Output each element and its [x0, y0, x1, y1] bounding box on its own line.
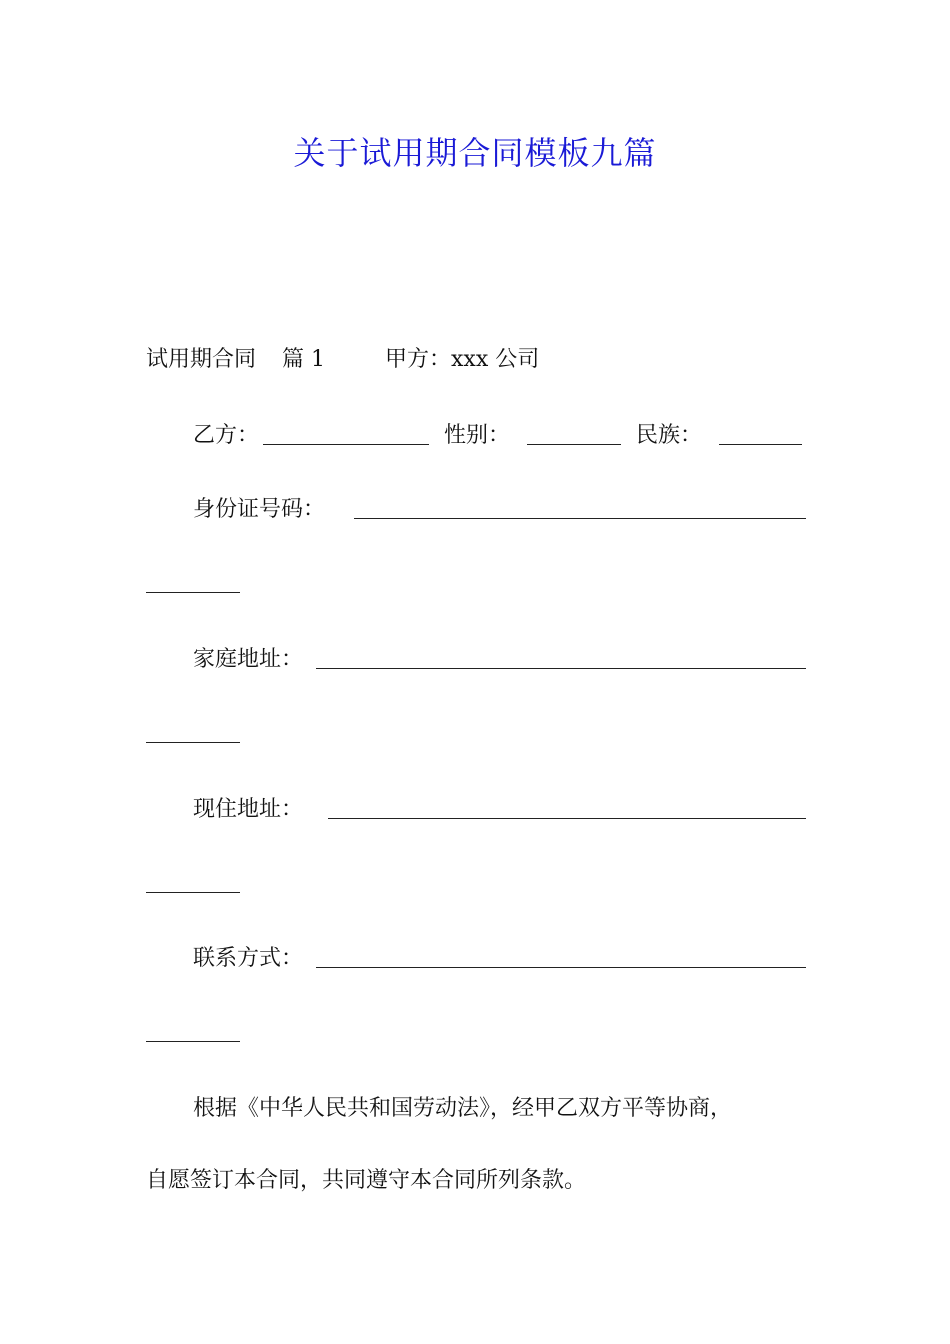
gender-blank[interactable]: [527, 444, 621, 445]
body-paragraph-line-1: 根据《中华人民共和国劳动法》，经甲乙双方平等协商，: [193, 1096, 733, 1121]
contact-blank[interactable]: [316, 967, 806, 968]
current-address-blank-continued[interactable]: [146, 892, 240, 893]
current-address-blank[interactable]: [328, 818, 806, 819]
contact-label: 联系方式：: [193, 946, 304, 971]
home-address-label: 家庭地址：: [193, 647, 304, 672]
home-address-blank-continued[interactable]: [146, 742, 240, 743]
current-address-label: 现住地址：: [193, 797, 304, 822]
party-b-blank[interactable]: [263, 444, 429, 445]
id-number-blank-continued[interactable]: [146, 592, 240, 593]
body-paragraph-line-2: 自愿签订本合同，共同遵守本合同所列条款。: [146, 1168, 587, 1193]
section-label: 篇 1: [282, 347, 326, 372]
contract-label: 试用期合同: [146, 347, 257, 372]
home-address-blank[interactable]: [316, 668, 806, 669]
id-number-blank[interactable]: [354, 518, 806, 519]
party-b-label: 乙方：: [193, 423, 260, 448]
contact-blank-continued[interactable]: [146, 1041, 240, 1042]
party-a-label: 甲方：xxx 公司: [385, 347, 540, 372]
contract-header-line: [146, 345, 539, 375]
ethnicity-blank[interactable]: [719, 444, 802, 445]
id-number-label: 身份证号码：: [193, 497, 326, 522]
ethnicity-label: 民族：: [636, 423, 703, 448]
gender-label: 性别：: [444, 423, 511, 448]
document-title: 关于试用期合同模板九篇: [293, 134, 657, 172]
